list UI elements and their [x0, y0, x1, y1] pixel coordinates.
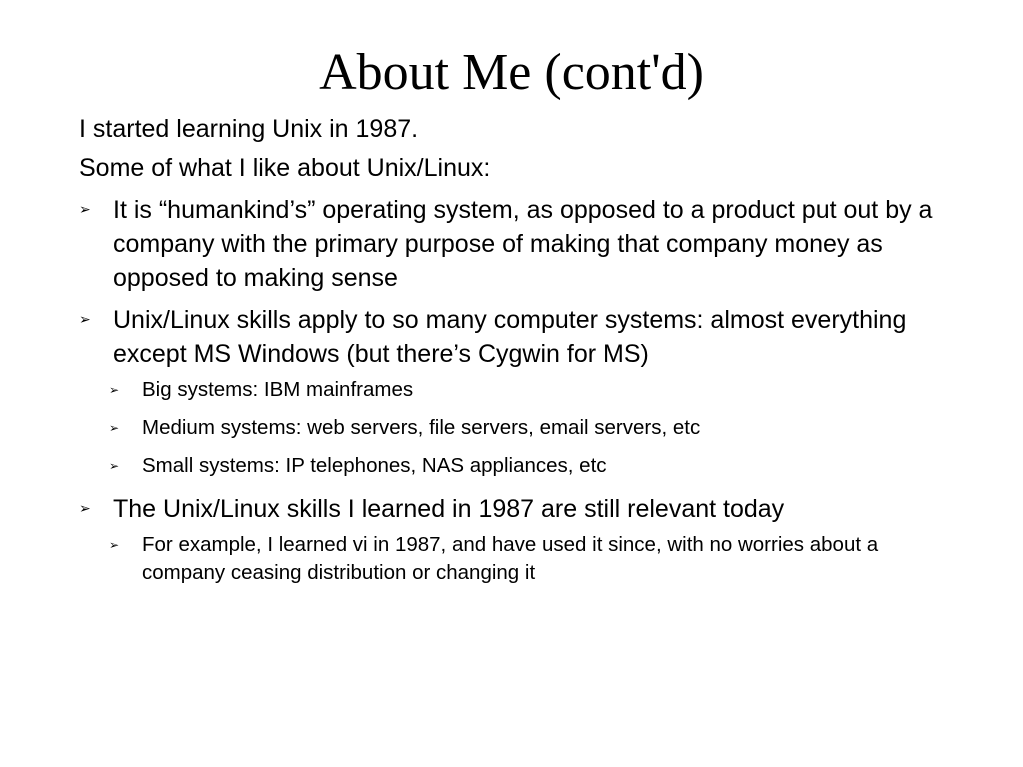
arrow-bullet-icon: ➢ [109, 421, 120, 435]
bullet-item [79, 492, 939, 526]
sub-bullet-text: For example, I learned vi in 1987, and have used it since, with no worries about a company ceasing distribution or changing it [142, 533, 879, 584]
bullet-item [79, 303, 939, 371]
bullet-text: It is “humankind’s” operating system, as opposed to a product put out by a company with the primary purpose of making that company money as opposed to making sense [113, 196, 933, 292]
lead-paragraph: Some of what I like about Unix/Linux: [79, 154, 491, 182]
bullet-text: The Unix/Linux skills I learned in 1987 are still relevant today [113, 495, 785, 523]
sub-bullet-item [79, 414, 939, 442]
sub-bullet-text: Big systems: IBM mainframes [142, 378, 414, 401]
sub-bullet-item [79, 452, 939, 480]
sub-bullet-text: Medium systems: web servers, file servers, email servers, etc [142, 416, 701, 439]
slide-title: About Me (cont'd) [319, 44, 704, 101]
sub-bullet-item [79, 376, 939, 404]
bullet-item [79, 193, 939, 295]
arrow-bullet-icon: ➢ [79, 202, 91, 218]
arrow-bullet-icon: ➢ [79, 501, 91, 517]
sub-bullet-text: Small systems: IP telephones, NAS appliances, etc [142, 454, 607, 477]
arrow-bullet-icon: ➢ [109, 459, 120, 473]
arrow-bullet-icon: ➢ [109, 538, 120, 552]
sub-bullet-item [79, 531, 939, 587]
arrow-bullet-icon: ➢ [79, 312, 91, 328]
slide-body [79, 107, 939, 597]
bullet-text: Unix/Linux skills apply to so many computer systems: almost everything except MS Windows (but there’s Cygwin for MS) [113, 306, 907, 368]
intro-paragraph: I started learning Unix in 1987. [79, 115, 419, 143]
arrow-bullet-icon: ➢ [109, 383, 120, 397]
